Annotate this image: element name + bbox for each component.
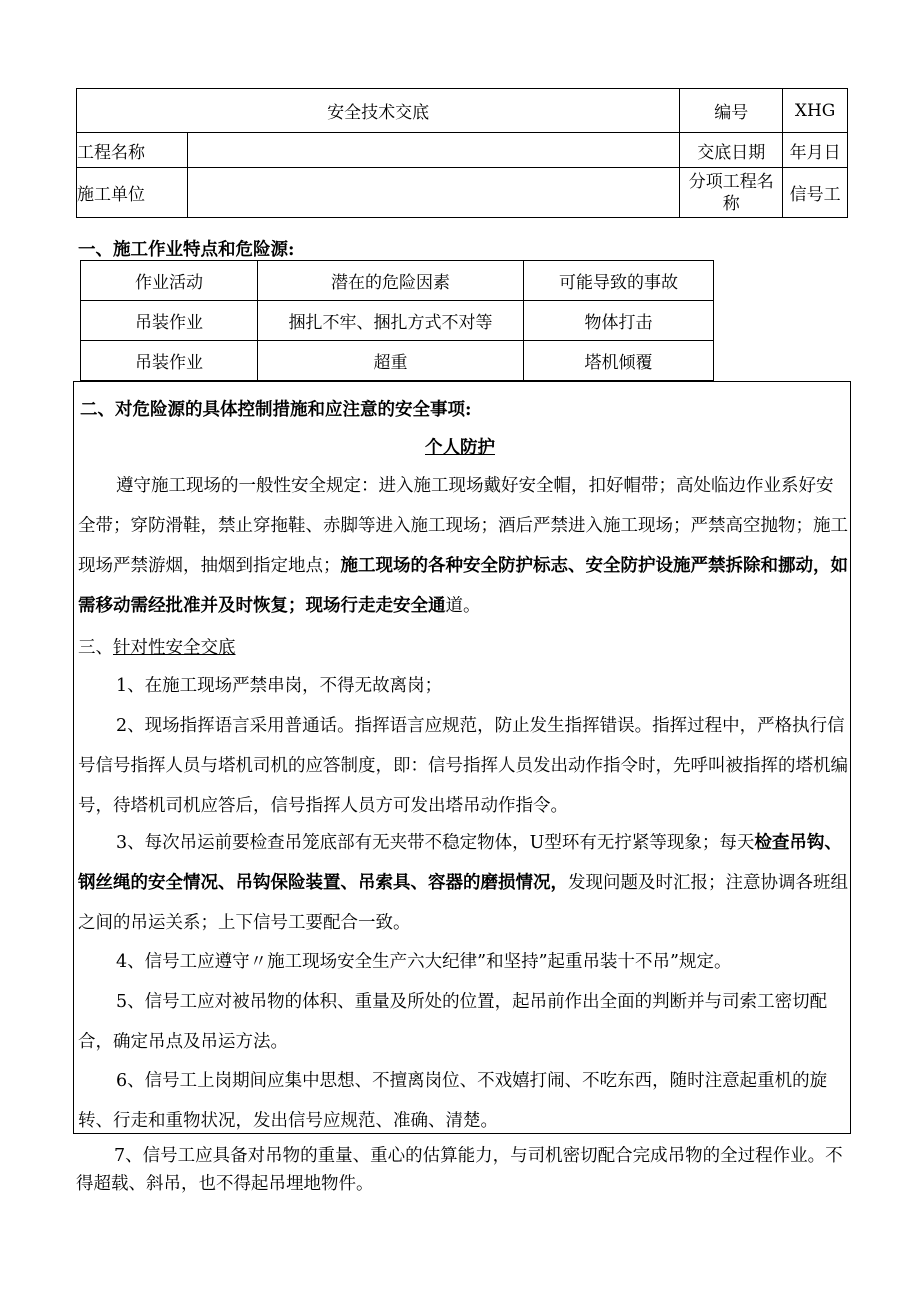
subitem-label-line2: 称 xyxy=(722,193,740,214)
section3-heading-text: 针对性安全交底 xyxy=(113,638,236,658)
item-3 xyxy=(78,823,848,943)
header-table xyxy=(76,88,848,218)
subitem-label-line1: 分项工程名 xyxy=(688,171,774,192)
section2-heading: 二、对危险源的具体控制措施和应注意的安全事项: xyxy=(80,400,472,420)
section2-para-bold: 施工现场的各种安全防护标志、安全防护设施严禁拆除和挪动，如需移动需经批准并及时恢复；现场行走走安全通 xyxy=(78,556,848,616)
hazard-table xyxy=(80,260,714,381)
section1-heading: 一、施工作业特点和危险源: xyxy=(78,240,295,260)
item-2: 2、现场指挥语言采用普通话。指挥语言应规范，防止发生指挥错误。指挥过程中，严格执行信号信号指挥人员与塔机司机的应答制度，即：信号指挥人员发出动作指令时，先呼叫被指挥的塔机编号，待塔机司机应答后，信号指挥人员方可发出塔吊动作指令。 xyxy=(78,716,848,816)
subitem-label xyxy=(680,168,783,218)
item-7: 7、信号工应具备对吊物的重量、重心的估算能力，与司机密切配合完成吊物的全过程作业。不得超载、斜吊，也不得起吊埋地物件。 xyxy=(76,1146,843,1194)
item-3-bold: 检查吊钩、钢丝绳的安全情况、吊钩保险装置、吊索具、容器的磨损情况， xyxy=(78,833,842,893)
hazard-cell: 塔机倾覆 xyxy=(524,341,714,381)
project-name-value xyxy=(188,133,680,168)
hazard-cell: 超重 xyxy=(258,341,524,381)
section3-heading-prefix: 三、 xyxy=(78,638,113,658)
number-value: XHG xyxy=(783,89,848,133)
item-6: 6、信号工上岗期间应集中思想、不擅离岗位、不戏嬉打闹、不吃东西，随时注意起重机的旋转、行走和重物状况，发出信号应规范、准确、清楚。 xyxy=(78,1071,828,1131)
section2-subheading: 个人防护 xyxy=(425,438,495,458)
hazard-cell: 捆扎不牢、捆扎方式不对等 xyxy=(258,301,524,341)
section2-para-normal: 遵守施工现场的一般性安全规定：进入施工现场戴好安全帽，扣好帽带；高处临边作业系好安全带；穿防滑鞋，禁止穿拖鞋、赤脚等进入施工现场；酒后严禁进入施工现场；严禁高空抛物；施工现场严禁游烟，抽烟到指定地点； xyxy=(78,476,848,576)
item-1: 1、在施工现场严禁串岗，不得无故离岗； xyxy=(116,676,443,696)
project-name-label: 工程名称 xyxy=(77,133,188,168)
hazard-col-accident: 可能导致的事故 xyxy=(524,261,714,301)
hazard-cell: 吊装作业 xyxy=(81,341,258,381)
unit-value xyxy=(188,168,680,218)
section2-paragraph xyxy=(78,466,848,626)
unit-label: 施工单位 xyxy=(77,168,188,218)
item-4: 4、信号工应遵守〃施工现场安全生产六大纪律”和坚持”起重吊装十不吊”规定。 xyxy=(116,952,732,972)
item-3-a: 3、每次吊运前要检查吊笼底部有无夹带不稳定物体，U型环有无拧紧等现象；每天 xyxy=(116,833,755,853)
item-5: 5、信号工应对被吊物的体积、重量及所处的位置，起吊前作出全面的判断并与司索工密切配合，确定吊点及吊运方法。 xyxy=(78,992,828,1052)
subitem-value: 信号工 xyxy=(783,168,848,218)
doc-title: 安全技术交底 xyxy=(77,89,680,133)
date-value: 年月日 xyxy=(783,133,848,168)
hazard-cell: 吊装作业 xyxy=(81,301,258,341)
number-label: 编号 xyxy=(680,89,783,133)
date-label: 交底日期 xyxy=(680,133,783,168)
hazard-col-activity: 作业活动 xyxy=(81,261,258,301)
hazard-cell: 物体打击 xyxy=(524,301,714,341)
hazard-col-factor: 潜在的危险因素 xyxy=(258,261,524,301)
section2-para-tail: 道。 xyxy=(445,596,481,616)
item-3-b: 发现问题及时汇报；注意协调各班组之间的吊运关系；上下信号工要配合一致。 xyxy=(78,873,848,933)
section3-heading xyxy=(78,634,236,659)
